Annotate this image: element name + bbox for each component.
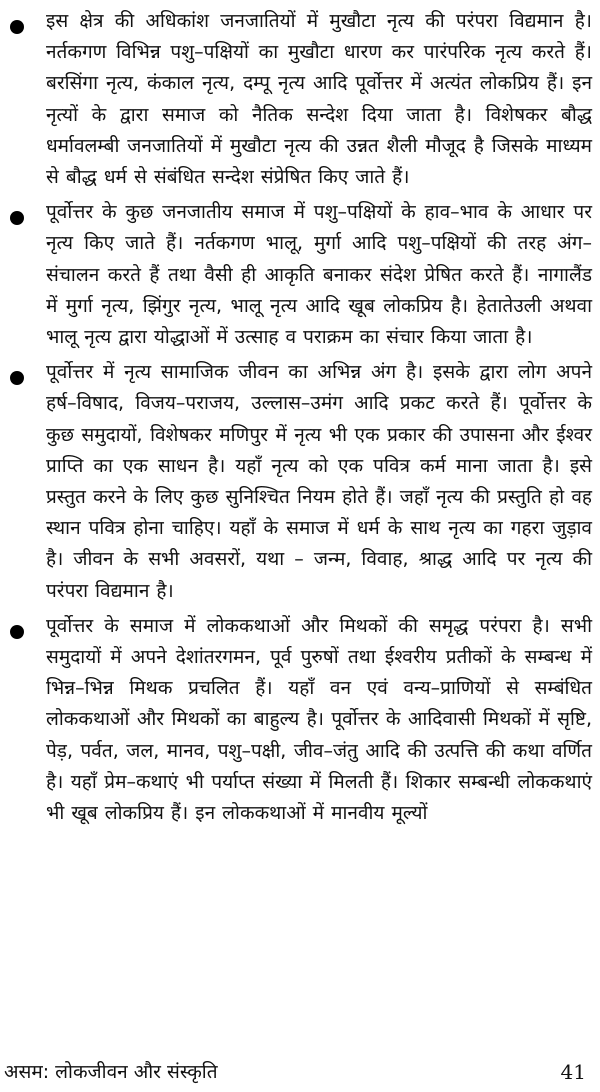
bullet-list — [0, 6, 600, 833]
bullet-icon — [10, 625, 24, 639]
bullet-item-folktales — [0, 611, 600, 829]
book-title: असम: लोकजीवन और संस्कृति — [4, 1061, 218, 1083]
paragraph-text: पूर्वोत्तर के कुछ जनजातीय समाज में पशु–पक्षियों के हाव–भाव के आधार पर नृत्य किए जाते हैं। नर्तकगण भालू, मुर्गा आदि पशु–पक्षियों की तरह अंग–संचालन करते हैं तथा वैसी ही आकृति बनाकर संदेश प्रेषित करते हैं। नागालैंड में मुर्गा नृत्य, झिंगुर नृत्य, भालू नृत्य आदि खूब लोकप्रिय है। हेतातेउली अथवा भालू नृत्य द्वारा योद्धाओं में उत्साह व पराक्रम का संचार किया जाता है। — [46, 201, 592, 349]
page-footer — [0, 1058, 600, 1088]
paragraph-text: इस क्षेत्र की अधिकांश जनजातियों में मुखौटा नृत्य की परंपरा विद्यमान है। नर्तकगण विभिन्न पशु–पक्षियों का मुखौटा धारण कर पारंपरिक नृत्य करते हैं। बरसिंगा नृत्य, कंकाल नृत्य, दम्पू नृत्य आदि पूर्वोत्तर में अत्यंत लोकप्रिय हैं। इन नृत्यों के द्वारा समाज को नैतिक सन्देश दिया जाता है। विशेषकर बौद्ध धर्मावलम्बी जनजातियों में मुखौटा नृत्य की उन्नत शैली मौजूद है जिसके माध्यम से बौद्ध धर्म से संबंधित सन्देश संप्रेषित किए जाते हैं। — [46, 10, 592, 189]
bullet-icon — [10, 20, 24, 34]
paragraph-text: पूर्वोत्तर में नृत्य सामाजिक जीवन का अभिन्न अंग है। इसके द्वारा लोग अपने हर्ष–विषाद, विजय–पराजय, उल्लास–उमंग आदि प्रकट करते हैं। पूर्वोत्तर के कुछ समुदायों, विशेषकर मणिपुर में नृत्य भी एक प्रकार की उपासना और ईश्वर प्राप्ति का एक साधन है। यहाँ नृत्य को एक पवित्र कर्म माना जाता है। इसे प्रस्तुत करने के लिए कुछ सुनिश्चित नियम होते हैं। जहाँ नृत्य की प्रस्तुति हो वह स्थान पवित्र होना चाहिए। यहाँ के समाज में धर्म के साथ नृत्य का गहरा जुड़ाव है। जीवन के सभी अवसरों, यथा – जन्म, विवाह, श्राद्ध आदि पर नृत्य की परंपरा विद्यमान है। — [46, 361, 592, 602]
bullet-icon — [10, 371, 24, 385]
page-number: 41 — [560, 1060, 586, 1084]
paragraph-text: पूर्वोत्तर के समाज में लोककथाओं और मिथकों की समृद्ध परंपरा है। सभी समुदायों में अपने देशांतरगमन, पूर्व पुरुषों तथा ईश्वरीय प्रतीकों के सम्बन्ध में भिन्न–भिन्न मिथक प्रचलित हैं। यहाँ वन एवं वन्य–प्राणियों से सम्बंधित लोककथाओं और मिथकों का बाहुल्य है। पूर्वोत्तर के आदिवासी मिथकों में सृष्टि, पेड़, पर्वत, जल, मानव, पशु–पक्षी, जीव–जंतु आदि की उत्पत्ति की कथा वर्णित है। यहाँ प्रेम–कथाएं भी पर्याप्त संख्या में मिलती हैं। शिकार सम्बन्धी लोककथाएं भी खूब लोकप्रिय हैं। इन लोककथाओं में मानवीय मूल्यों — [46, 614, 592, 825]
bullet-item-social-dance — [0, 357, 600, 607]
bullet-item-animal-dance — [0, 197, 600, 353]
bullet-icon — [10, 211, 24, 225]
bullet-item-masks — [0, 6, 600, 193]
